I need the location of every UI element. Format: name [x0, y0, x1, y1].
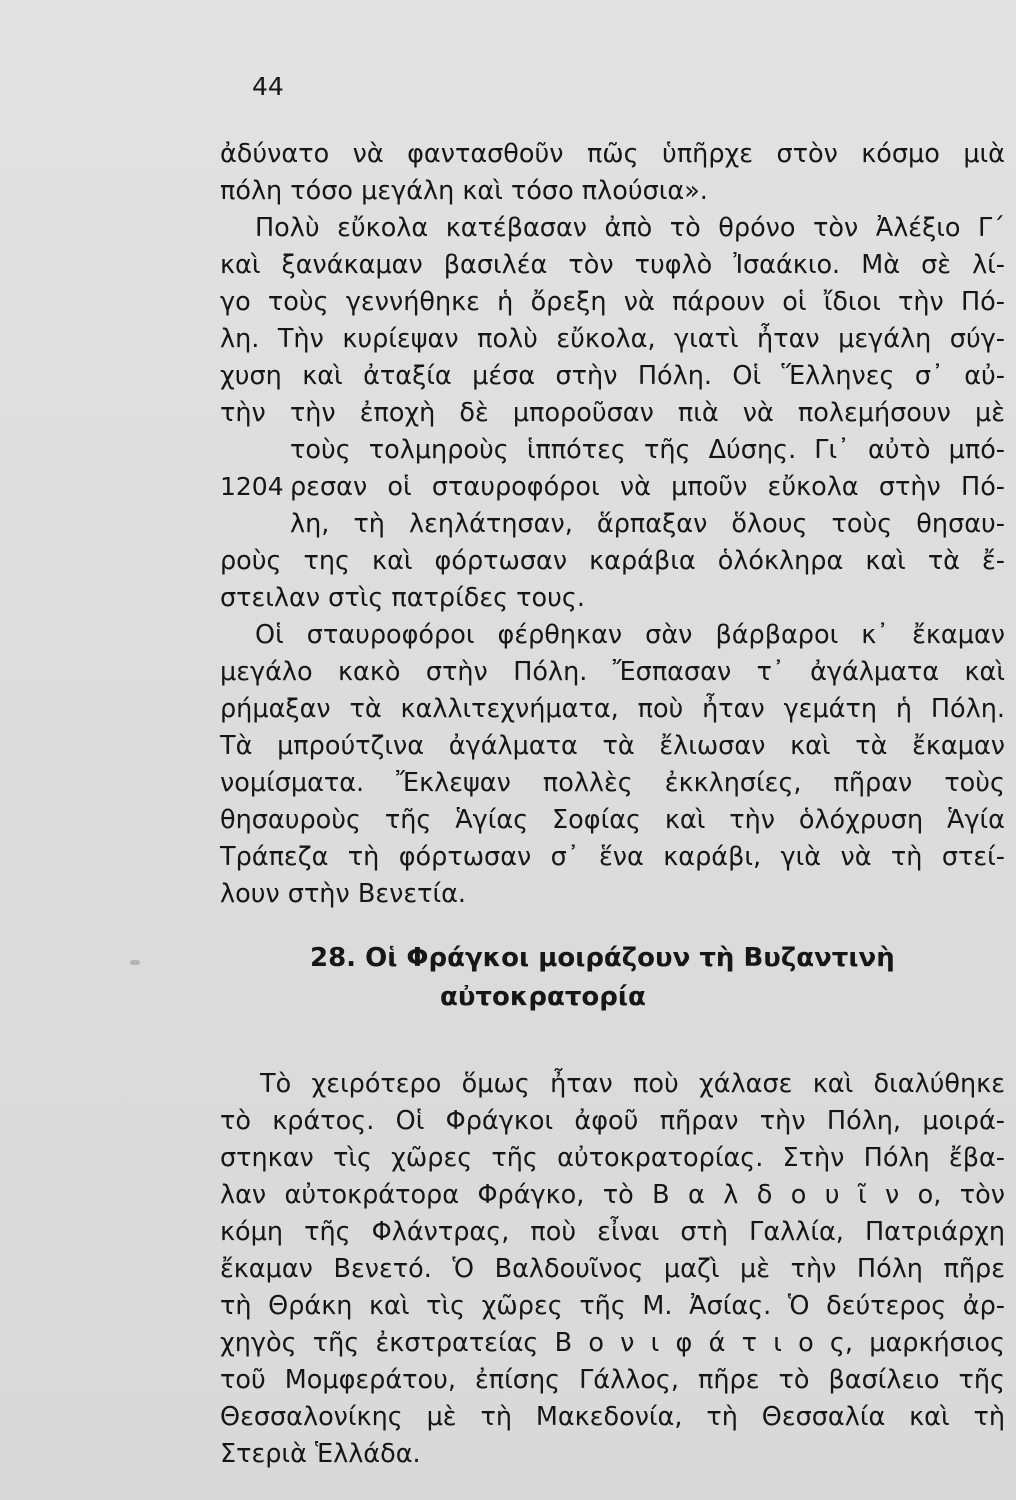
text-line: γο τοὺς γεννήθηκε ἡ ὄρεξη νὰ πάρουν οἱ ἴδιοι τὴν Πό-: [220, 287, 1005, 317]
text-line: Στεριὰ Ἑλλάδα.: [220, 1439, 421, 1469]
text-line: Τὰ μπρούτζινα ἀγάλματα τὰ ἔλιωσαν καὶ τὰ ἔκαμαν: [220, 731, 1005, 761]
text-line: λαν αὐτοκράτορα Φράγκο, τὸ Β α λ δ ο υ ῖ ν ο, τὸν: [220, 1180, 1005, 1210]
section-heading-line: 28. Οἱ Φράγκοι μοιράζουν τὴ Βυζαντινὴ: [310, 943, 895, 973]
text-line: ἀδύνατο νὰ φαντασθοῦν πῶς ὑπῆρχε στὸν κόσμο μιὰ: [220, 139, 1005, 169]
text-line: μεγάλο κακὸ στὴν Πόλη. Ἔσπασαν τ᾿ ἀγάλματα καὶ: [220, 657, 1005, 687]
text-line: νομίσματα. Ἔκλεψαν πολλὲς ἐκκλησίες, πῆραν τοὺς: [220, 768, 1005, 798]
text-line: τοὺς τολμηροὺς ἱππότες τῆς Δύσης. Γι᾿ αὐτὸ μπό-: [290, 435, 1005, 465]
text-line: τὴ Θράκη καὶ τὶς χῶρες τῆς Μ. Ἀσίας. Ὁ δεύτερος ἀρ-: [220, 1291, 1005, 1321]
text-line: λουν στὴν Βενετία.: [220, 879, 467, 909]
paper-speck: [130, 960, 140, 965]
text-line: Πολὺ εὔκολα κατέβασαν ἀπὸ τὸ θρόνο τὸν Ἀλέξιο Γ΄: [255, 213, 1005, 243]
text-line: χηγὸς τῆς ἐκστρατείας Β ο ν ι φ ά τ ι ο ς, μαρκήσιος: [220, 1328, 1005, 1358]
text-line: ροὺς της καὶ φόρτωσαν καράβια ὁλόκληρα καὶ τὰ ἔ-: [220, 546, 1005, 576]
text-line: πόλη τόσο μεγάλη καὶ τόσο πλούσια».: [220, 176, 708, 206]
text-line: στειλαν στὶς πατρίδες τους.: [220, 583, 585, 613]
text-line: Τράπεζα τὴ φόρτωσαν σ᾿ ἕνα καράβι, γιὰ νὰ τὴ στεί-: [220, 842, 1005, 872]
section-heading-line: αὐτοκρατορία: [440, 982, 646, 1012]
text-line: Τὸ χειρότερο ὅμως ἦταν ποὺ χάλασε καὶ διαλύθηκε: [260, 1069, 1005, 1099]
text-line: στηκαν τὶς χῶρες τῆς αὐτοκρατορίας. Στὴν Πόλη ἔβα-: [220, 1143, 1005, 1173]
text-line: ἔκαμαν Βενετό. Ὁ Βαλδουῖνος μαζὶ μὲ τὴν Πόλη πῆρε: [220, 1254, 1005, 1284]
text-line: τὴν τὴν ἐποχὴ δὲ μποροῦσαν πιὰ νὰ πολεμήσουν μὲ: [220, 398, 1005, 428]
text-line: ρήμαξαν τὰ καλλιτεχνήματα, ποὺ ἦταν γεμάτη ἡ Πόλη.: [220, 694, 1005, 724]
text-line: Θεσσαλονίκης μὲ τὴ Μακεδονία, τὴ Θεσσαλία καὶ τὴ: [220, 1402, 1005, 1432]
text-line: θησαυροὺς τῆς Ἁγίας Σοφίας καὶ τὴν ὁλόχρυση Ἁγία: [220, 805, 1005, 835]
text-line: Οἱ σταυροφόροι φέρθηκαν σὰν βάρβαροι κ᾿ ἔκαμαν: [255, 620, 1005, 650]
text-line: τοῦ Μομφεράτου, ἐπίσης Γάλλος, πῆρε τὸ βασίλειο τῆς: [220, 1365, 1005, 1395]
text-line: χυση καὶ ἀταξία μέσα στὴν Πόλη. Οἱ Ἕλληνες σ᾿ αὐ-: [220, 361, 1005, 391]
page-number: 44: [252, 72, 284, 101]
text-line: λη, τὴ λεηλάτησαν, ἅρπαξαν ὅλους τοὺς θησαυ-: [290, 509, 1005, 539]
text-line: καὶ ξανάκαμαν βασιλέα τὸν τυφλὸ Ἰσαάκιο. Μὰ σὲ λί-: [220, 250, 1005, 280]
text-line: ρεσαν οἱ σταυροφόροι νὰ μποῦν εὔκολα στὴν Πό-: [290, 472, 1005, 502]
text-line: τὸ κράτος. Οἱ Φράγκοι ἀφοῦ πῆραν τὴν Πόλη, μοιρά-: [220, 1106, 1005, 1136]
margin-year-note: 1204: [220, 472, 284, 501]
text-line: κόμη τῆς Φλάντρας, ποὺ εἶναι στὴ Γαλλία, Πατριάρχη: [220, 1217, 1005, 1247]
text-line: λη. Τὴν κυρίεψαν πολὺ εὔκολα, γιατὶ ἦταν μεγάλη σύγ-: [220, 324, 1005, 354]
